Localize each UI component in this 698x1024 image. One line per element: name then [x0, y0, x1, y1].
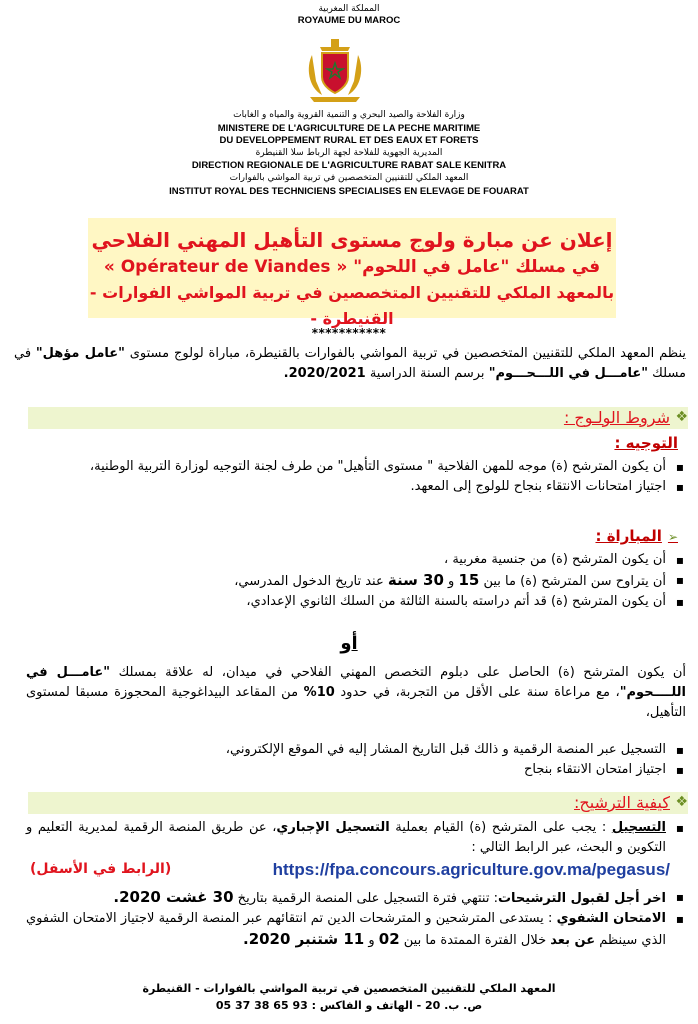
list-item: ▪ أن يكون المترشح (ة) من جنسية مغربية ، [26, 550, 686, 570]
registration-link-line [30, 860, 670, 884]
section-application [28, 792, 688, 814]
list-item: ▪ اجتياز امتحانات الانتقاء بنجاح للولوج إلى المعهد. [26, 477, 686, 497]
list-item: ▪ اجتياز امتحان الانتقاء بنجاح [26, 760, 686, 780]
coat-of-arms-emblem [304, 37, 366, 103]
footer-institute: المعهد الملكي للتقنيين المتخصصين في تربية المواشي بالفوارات - القنيطرة [142, 982, 556, 995]
application-list [26, 818, 686, 858]
diamond-bullet-icon: ❖ [675, 409, 688, 425]
kingdom-ar: المملكة المغربية [318, 4, 380, 14]
link-note: (الرابط في الأسفل) [30, 861, 172, 877]
list-item: ▪ التسجيل عبر المنصة الرقمية و ذالك قبل التاريخ المشار إليه في الموقع الإلكتروني، [26, 740, 686, 760]
banner-title: إعلان عن مبارة ولوج مستوى التأهيل المهني الفلاحي [91, 228, 613, 252]
direction-ar: المديرية الجهوية للفلاحة لجهة الرباط سلا القنيطرة [255, 148, 443, 158]
kingdom-fr: ROYAUME DU MAROC [297, 15, 401, 26]
diamond-bullet-icon: ❖ [675, 794, 688, 810]
orientation-list [26, 457, 686, 497]
alternative-list [26, 740, 686, 780]
contest-heading [595, 527, 678, 545]
banner-institute: بالمعهد الملكي للتقنيين المتخصصين في تربية المواشي الفوارات - القنيطرة - [89, 283, 615, 328]
announcement-banner [88, 218, 616, 328]
contest-list [26, 550, 686, 612]
ministry-fr-2: DU DEVELOPPEMENT RURAL ET DES EAUX ET FORETS [219, 135, 479, 146]
arrow-bullet-icon: ➢ [667, 530, 678, 544]
section-application-title: كيفية الترشيح: [574, 793, 670, 812]
alternative-paragraph: أن يكون المترشح (ة) الحاصل على دبلوم التخصص المهني الفلاحي في ميدان، له علاقة بمسلك "عامـــل في اللــــحوم"، مع مراعاة سنة على الأقل من التجربة، في حدود 10% من المقاعد البيداغوجية المحجوزة مسبقا لمستوى التأهيل، [26, 665, 686, 720]
orientation-title: التوجيه : [614, 434, 678, 452]
footer-contact: ص. ب. 20 - الهاتف و الفاكس : 93 65 38 37 05 [215, 999, 483, 1012]
intro-paragraph: ينظم المعهد الملكي للتقنيين المتخصصين في تربية المواشي بالفوارات بالقنيطرة، مباراة لولوج مستوى "عامل مؤهل" في مسلك "عامـــل في اللـــحـــوم" برسم السنة الدراسية 2020/2021. [14, 346, 686, 381]
institute-ar: المعهد الملكي للتقنيين المتخصصين في تربية المواشي بالفوارات [229, 173, 469, 183]
registration-link[interactable]: https://fpa.concours.agriculture.gov.ma/pegasus/ [272, 860, 670, 879]
list-item: ▪ أن يكون المترشح (ة) موجه للمهن الفلاحية " مستوى التأهيل" من طرف لجنة التوجيه لوزارة التربية الوطنية، [26, 457, 686, 477]
list-item: ▪ اخر أجل لقبول الترشيحات: تنتهي فترة التسجيل على المنصة الرقمية بتاريخ 30 غشت 2020. [26, 887, 686, 909]
direction-fr: DIRECTION REGIONALE DE L'AGRICULTURE RABAT SALE KENITRA [191, 160, 507, 171]
section-conditions-title: شروط الولـوج : [563, 408, 670, 427]
or-label: أو [340, 633, 358, 654]
list-item: ▪ أن يتراوح سن المترشح (ة) ما بين 15 و 30 سنة عند تاريخ الدخول المدرسي، [26, 570, 686, 592]
academic-year: 2020/2021. [283, 366, 366, 381]
separator: *********** [311, 326, 387, 340]
list-item: ▪ التسجيل : يجب على المترشح (ة) القيام بعملية التسجيل الإجباري، عن طريق المنصة الرقمية لمديرية التعليم و التكوين و البحث، عبر الرابط التالي : [26, 818, 686, 858]
list-item: ▪ أن يكون المترشح (ة) قد أتم دراسته بالسنة الثالثة من السلك الثانوي الإعدادي، [26, 592, 686, 612]
deadlines-list [26, 887, 686, 951]
ministry-fr-1: MINISTERE DE L'AGRICULTURE DE LA PECHE MARITIME [217, 123, 481, 134]
list-item: ▪ الامتحان الشفوي : يستدعى المترشحين و المترشحات الدين تم انتقائهم عبر المنصة الرقمية لاجتياز الامتحان الشفوي الذي سينظم عن بعد خلال الفترة الممتدة ما بين 02 و 11 شتنبر 2020. [26, 909, 686, 951]
banner-track: في مسلك "عامل في اللحوم" « Opérateur de Viandes » [103, 257, 601, 277]
institute-fr: INSTITUT ROYAL DES TECHNICIENS SPECIALISES EN ELEVAGE DE FOUARAT [169, 186, 529, 197]
section-conditions [28, 407, 688, 429]
ministry-ar: وزارة الفلاحة والصيد البحري و التنمية القروية والمياه و الغابات [233, 110, 465, 120]
contest-title: المباراة : [595, 527, 662, 545]
